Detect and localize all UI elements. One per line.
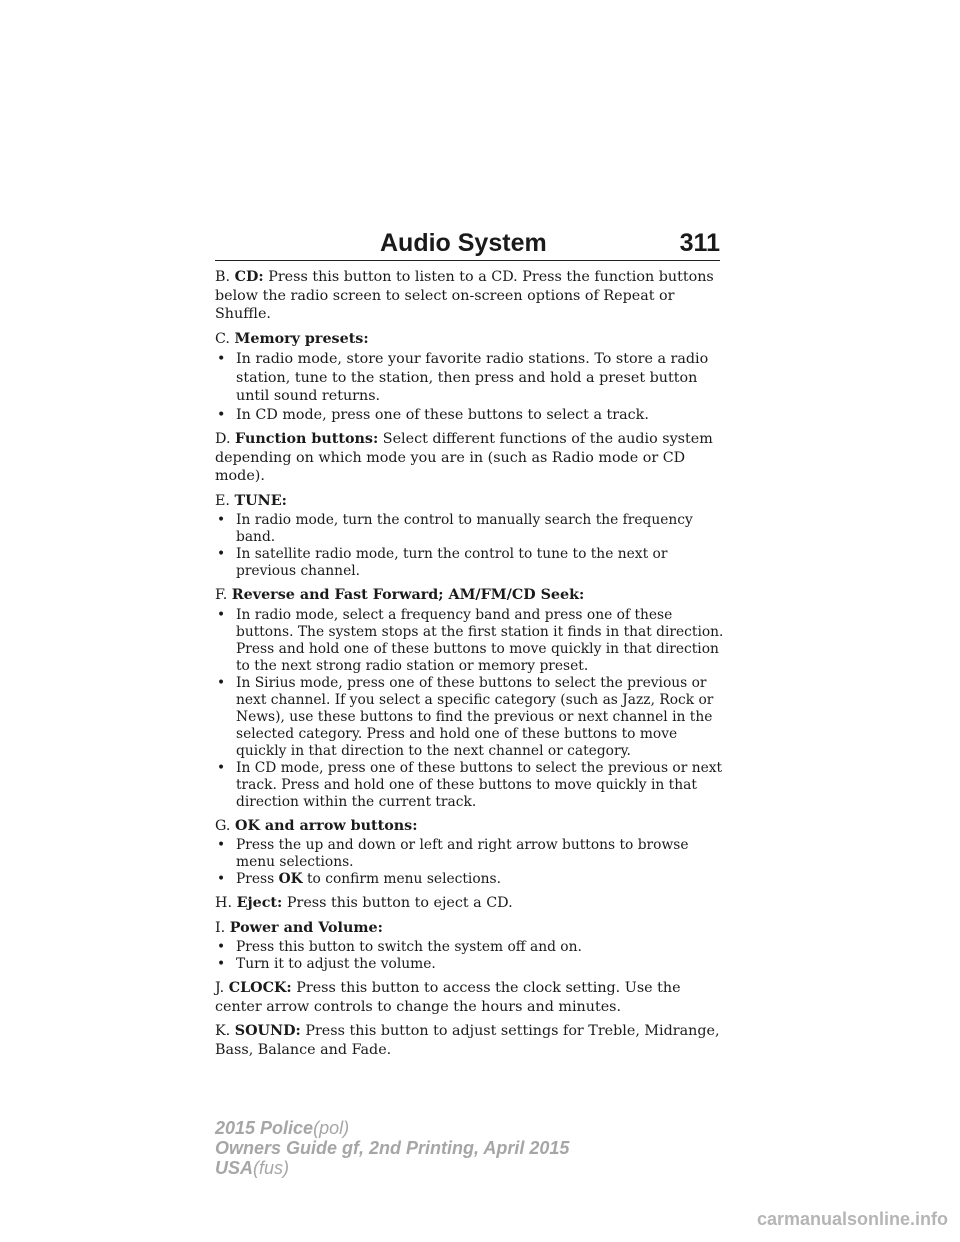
item-f: F. Reverse and Fast Forward; AM/FM/CD Seek: — [215, 587, 585, 603]
bullet-icon: • — [217, 546, 226, 562]
item-k-text: Press this button to adjust settings for Treble, Midrange, Bass, Balance and Fade. — [215, 1023, 720, 1058]
item-b-label: CD: — [234, 269, 264, 285]
item-i: I. Power and Volume: — [215, 919, 383, 936]
bullet-icon: • — [217, 939, 226, 955]
list-item: • In CD mode, press one of these buttons to select the previous or next track. Press and hold one of these buttons to move quickly in that direction within the current track. — [217, 759, 723, 810]
list-item: • In CD mode, press one of these buttons to select a track. — [217, 406, 649, 423]
item-j-label: CLOCK: — [228, 980, 292, 996]
list-item: • Press OK to confirm menu selections. — [217, 871, 501, 887]
item-i-label: Power and Volume: — [229, 919, 383, 936]
item-b: B. CD: Press this button to listen to a CD. Press the function buttons below the radio screen to select on-screen options of Repeat or Shuffle. — [215, 269, 714, 322]
list-item: • In radio mode, store your favorite radio stations. To store a radio station, tune to the station, then press and hold a preset button until sound returns. — [217, 351, 709, 404]
item-c: C. Memory presets: — [215, 330, 369, 347]
item-h: H. Eject: Press this button to eject a CD. — [215, 895, 513, 911]
bullet-icon: • — [217, 871, 226, 887]
item-c-list — [215, 350, 725, 424]
bullet-icon: • — [217, 956, 226, 972]
list-item: • Press this button to switch the system off and on. — [217, 939, 582, 955]
item-g-label: OK and arrow buttons: — [235, 817, 418, 834]
item-g-list — [215, 837, 725, 888]
bullet-icon: • — [217, 837, 226, 853]
item-j-text: Press this button to access the clock setting. Use the center arrow controls to change the hours and minutes. — [215, 980, 681, 1015]
bullet-icon: • — [217, 406, 226, 423]
page-body — [215, 268, 725, 1065]
footer-line-2: Owners Guide gf, 2nd Printing, April 2015 — [215, 1138, 570, 1158]
bullet-icon: • — [217, 606, 226, 623]
item-e: E. TUNE: — [215, 492, 287, 509]
footer-line-3: USA(fus) — [215, 1158, 290, 1178]
list-item: • In Sirius mode, press one of these buttons to select the previous or next channel. If you select a specific category (such as Jazz, Rock or News), use these buttons to find the previous or next channel in the selected category. Press and hold one of these buttons to move quickly in that direction to the next channel or category. — [217, 674, 714, 759]
section-title: Audio System — [380, 229, 547, 257]
bullet-icon: • — [217, 351, 226, 367]
item-d: D. Function buttons: Select different functions of the audio system depending on which mode you are in (such as Radio mode or CD mode). — [215, 431, 713, 484]
item-d-text: Select different functions of the audio system depending on which mode you are in (such as Radio mode or CD mode). — [215, 431, 713, 484]
item-j: J. CLOCK: Press this button to access the clock setting. Use the center arrow controls to change the hours and minutes. — [215, 980, 681, 1015]
item-g: G. OK and arrow buttons: — [215, 817, 418, 834]
list-item: • In satellite radio mode, turn the control to tune to the next or previous channel. — [217, 546, 668, 579]
item-e-list — [215, 512, 725, 580]
item-k-label: SOUND: — [234, 1023, 301, 1039]
list-item: • In radio mode, turn the control to manually search the frequency band. — [217, 512, 693, 545]
page-header — [215, 228, 720, 261]
bullet-icon: • — [217, 759, 226, 776]
page-footer — [215, 1118, 569, 1178]
bullet-icon: • — [217, 512, 226, 528]
item-f-label: Reverse and Fast Forward; AM/FM/CD Seek: — [231, 587, 585, 603]
list-item: • In radio mode, select a frequency band and press one of these buttons. The system stops at the first station it finds in that direction. Press and hold one of these buttons to move quickly in that direction to the next strong radio station or memory preset. — [217, 606, 724, 674]
bullet-icon: • — [217, 674, 226, 691]
page-number: 311 — [679, 229, 720, 257]
list-item: • Press the up and down or left and right arrow buttons to browse menu selections. — [217, 837, 689, 870]
list-item: • Turn it to adjust the volume. — [217, 956, 436, 972]
item-b-text: Press this button to listen to a CD. Press the function buttons below the radio screen to select on-screen options of Repeat or Shuffle. — [215, 269, 714, 322]
watermark: carmanualsonline.info — [756, 1209, 948, 1229]
item-f-list — [215, 607, 725, 811]
item-e-label: TUNE: — [234, 492, 287, 509]
item-h-text: Press this button to eject a CD. — [286, 895, 513, 911]
item-d-label: Function buttons: — [235, 431, 379, 447]
item-c-label: Memory presets: — [234, 330, 369, 347]
footer-line-1: 2015 Police(pol) — [215, 1118, 350, 1138]
item-i-list — [215, 939, 725, 973]
item-h-label: Eject: — [236, 895, 283, 911]
item-k: K. SOUND: Press this button to adjust settings for Treble, Midrange, Bass, Balance and Fade. — [215, 1023, 720, 1058]
